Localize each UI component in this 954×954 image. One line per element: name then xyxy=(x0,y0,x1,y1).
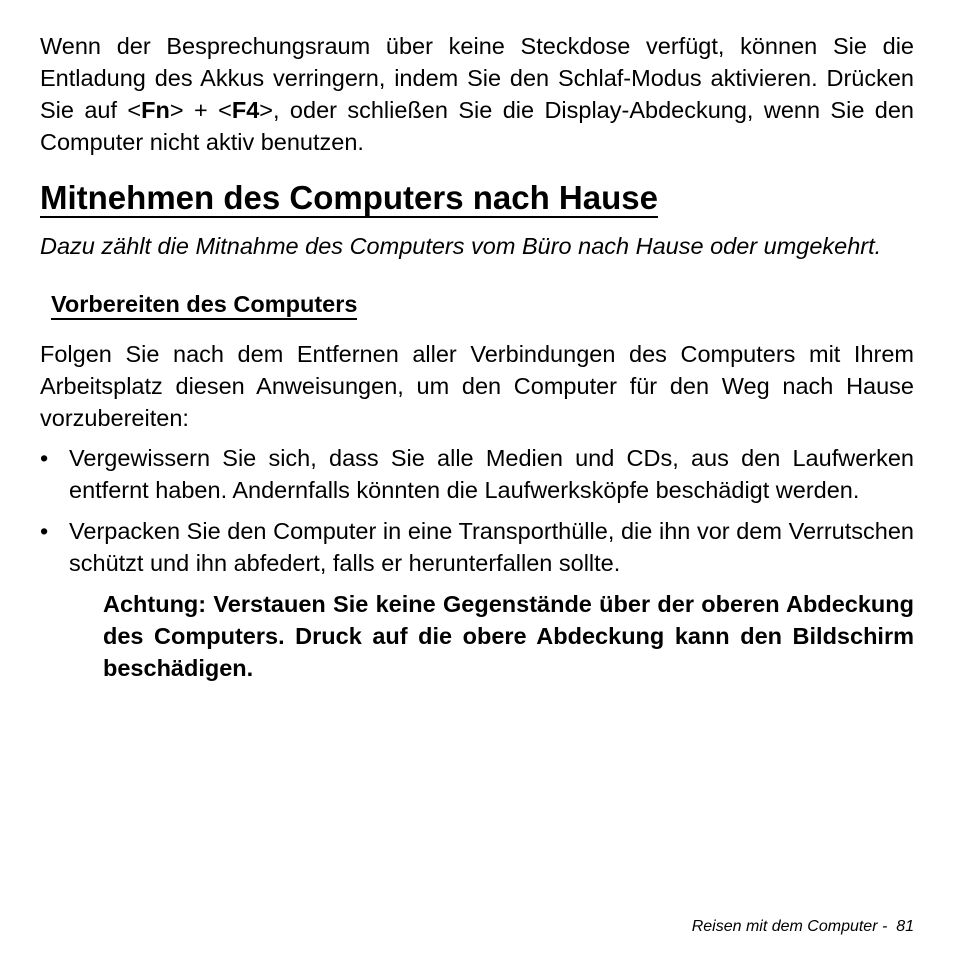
intro-text-1: Wenn der Besprechungsraum über keine Steckdose verfügt, können Sie die Entladung des Akkus verringern, indem Sie den Schlaf-Modus aktivieren. Drücken Sie auf < xyxy=(40,33,914,123)
section-lead: Dazu zählt die Mitnahme des Computers vom Büro nach Hause oder umgekehrt. xyxy=(40,233,882,259)
bullet-icon: • xyxy=(40,445,49,471)
intro-text-3: >, oder schließen Sie die Display-Abdeckung, wenn Sie den Computer nicht aktiv benutzen. xyxy=(40,97,914,155)
footer-chapter: Reisen mit dem Computer - xyxy=(691,918,888,935)
intro-text-2: > + < xyxy=(169,97,232,123)
key-f4: F4 xyxy=(231,97,260,123)
list-item xyxy=(40,442,914,506)
warning-note: Achtung: Verstauen Sie keine Gegenstände über der oberen Abdeckung des Computers. Druck auf die obere Abdeckung kann den Bildschirm beschädigen. xyxy=(103,591,914,681)
page-footer xyxy=(692,917,914,937)
section-title: Mitnehmen des Computers nach Hause xyxy=(40,179,658,216)
list-item-text: Vergewissern Sie sich, dass Sie alle Medien und CDs, aus den Laufwerken entfernt haben. Andernfalls könnten die Laufwerksköpfe beschädigt werden. xyxy=(69,445,914,503)
key-fn: Fn xyxy=(141,97,170,123)
list-item xyxy=(40,515,914,579)
bullet-icon: • xyxy=(40,518,49,544)
intro-paragraph xyxy=(40,30,914,158)
subsection-title: Vorbereiten des Computers xyxy=(51,290,357,320)
subsection-body: Folgen Sie nach dem Entfernen aller Verbindungen des Computers mit Ihrem Arbeitsplatz diesen Anweisungen, um den Computer für den Weg nach Hause vorzubereiten: xyxy=(40,341,914,431)
page-number: 81 xyxy=(896,918,914,935)
bullet-list xyxy=(40,442,914,579)
list-item-text: Verpacken Sie den Computer in eine Transporthülle, die ihn vor dem Verrutschen schützt und ihn abfedert, falls er herunterfallen sollte. xyxy=(69,518,914,576)
document-page xyxy=(40,30,914,684)
